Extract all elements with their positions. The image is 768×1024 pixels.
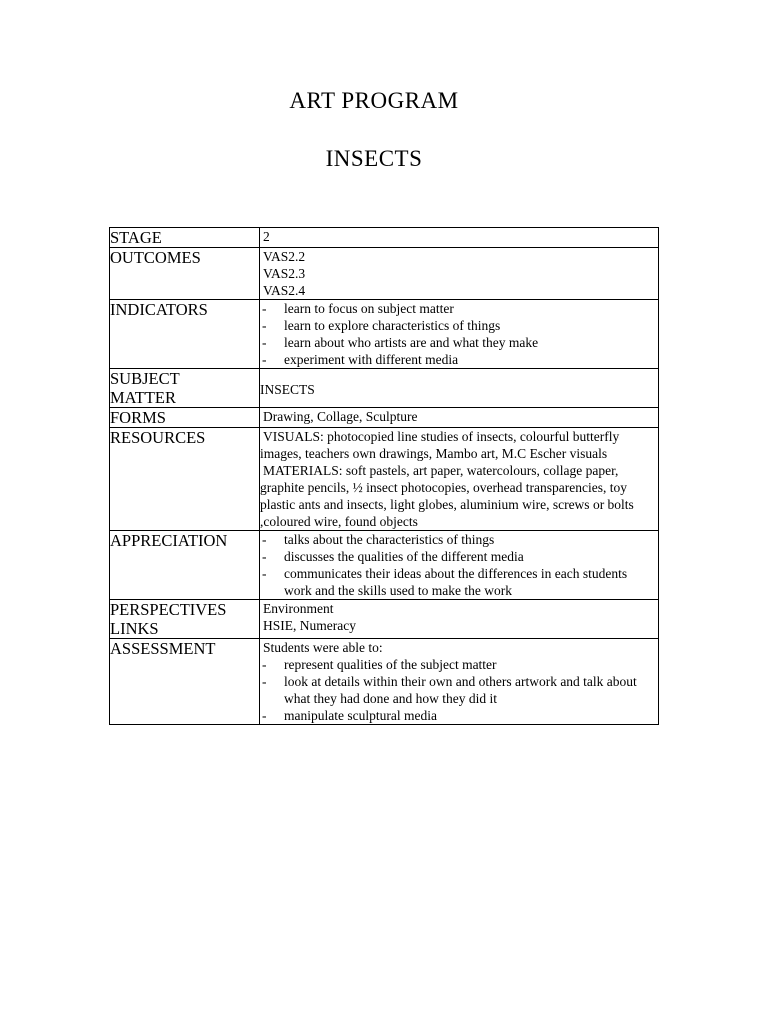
row-perspectives <box>110 600 659 639</box>
value-indicators <box>260 300 659 369</box>
list-item: - communicates their ideas about the differences in each students work and the skills used to make the work <box>260 565 658 599</box>
list-item: - learn about who artists are and what they make <box>260 334 658 351</box>
outcome-item: VAS2.3 <box>263 266 306 281</box>
subject-value: INSECTS <box>260 382 315 397</box>
row-outcomes <box>110 248 659 300</box>
list-item: - manipulate sculptural media <box>260 707 658 724</box>
label-perspectives-line2: LINKS <box>110 619 159 638</box>
perspectives-item: HSIE, Numeracy <box>263 618 356 633</box>
label-subject-matter <box>110 369 260 408</box>
perspectives-item: Environment <box>263 601 334 616</box>
assessment-list <box>260 656 658 724</box>
row-indicators <box>110 300 659 369</box>
row-subject-matter <box>110 369 659 408</box>
value-outcomes <box>260 248 659 300</box>
value-forms <box>260 408 659 428</box>
list-item: - look at details within their own and others artwork and talk about what they had done and how they did it <box>260 673 658 707</box>
list-item: - experiment with different media <box>260 351 658 368</box>
outcome-item: VAS2.4 <box>263 283 306 298</box>
list-item: - represent qualities of the subject matter <box>260 656 658 673</box>
label-indicators: INDICATORS <box>110 300 260 369</box>
label-resources: RESOURCES <box>110 428 260 531</box>
page-subtitle: INSECTS <box>325 146 423 171</box>
label-appreciation: APPRECIATION <box>110 531 260 600</box>
list-item: - learn to focus on subject matter <box>260 300 658 317</box>
value-stage <box>260 228 659 248</box>
label-stage: STAGE <box>110 228 260 248</box>
art-program-table <box>109 227 659 725</box>
resources-materials: MATERIALS: soft pastels, art paper, watercolours, collage paper, graphite pencils, ½ insect photocopies, overhead transparencies, toy plastic ants and insects, light globes, aluminium wire, screws or bolts ,coloured wire, found objects <box>260 463 634 529</box>
value-appreciation <box>260 531 659 600</box>
row-stage <box>110 228 659 248</box>
row-forms <box>110 408 659 428</box>
indicators-list <box>260 300 658 368</box>
label-perspectives <box>110 600 260 639</box>
appreciation-list <box>260 531 658 599</box>
label-subject-line1: SUBJECT <box>110 369 180 388</box>
assessment-intro: Students were able to: <box>263 640 383 655</box>
label-perspectives-line1: PERSPECTIVES <box>110 600 227 619</box>
value-perspectives <box>260 600 659 639</box>
row-assessment <box>110 639 659 725</box>
value-resources <box>260 428 659 531</box>
list-item: - talks about the characteristics of things <box>260 531 658 548</box>
list-item: - discusses the qualities of the different media <box>260 548 658 565</box>
forms-value: Drawing, Collage, Sculpture <box>263 409 418 424</box>
label-forms: FORMS <box>110 408 260 428</box>
value-assessment <box>260 639 659 725</box>
row-appreciation <box>110 531 659 600</box>
label-subject-line2: MATTER <box>110 388 176 407</box>
value-subject-matter <box>260 369 659 408</box>
outcome-item: VAS2.2 <box>263 249 306 264</box>
stage-value: 2 <box>263 229 270 244</box>
label-assessment: ASSESSMENT <box>110 639 260 725</box>
label-outcomes: OUTCOMES <box>110 248 260 300</box>
resources-visuals: VISUALS: photocopied line studies of insects, colourful butterfly images, teachers own drawings, Mambo art, M.C Escher visuals <box>260 429 620 461</box>
row-resources <box>110 428 659 531</box>
list-item: - learn to explore characteristics of things <box>260 317 658 334</box>
page-title: ART PROGRAM <box>289 88 459 113</box>
